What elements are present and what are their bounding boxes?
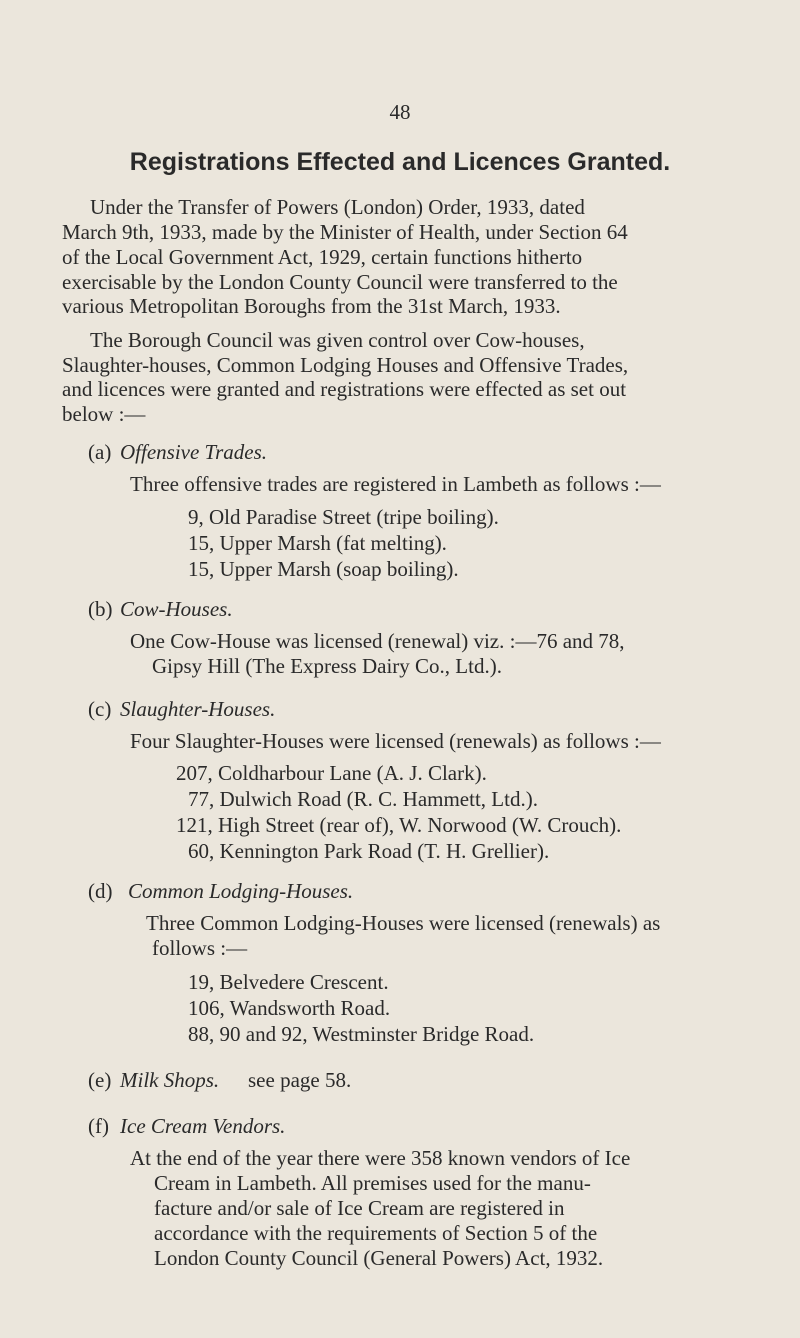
council-line: and licences were granted and registrations were effected as set out bbox=[62, 377, 627, 401]
section-line: facture and/or sale of Ice Cream are registered in bbox=[154, 1196, 565, 1220]
section-label: (a) bbox=[88, 440, 112, 464]
section-label: (e) bbox=[88, 1068, 112, 1092]
list-item: 60, Kennington Park Road (T. H. Grellier). bbox=[188, 839, 550, 863]
section-lead: Four Slaughter-Houses were licensed (renewals) as follows :— bbox=[130, 729, 661, 753]
intro-line: of the Local Government Act, 1929, certain functions hitherto bbox=[62, 245, 583, 269]
page-title: Registrations Effected and Licences Granted. bbox=[129, 148, 671, 176]
intro-line: exercisable by the London County Council were transferred to the bbox=[62, 270, 618, 294]
section-line: accordance with the requirements of Section 5 of the bbox=[154, 1221, 598, 1245]
council-line: below :— bbox=[62, 402, 146, 426]
intro-line: March 9th, 1933, made by the Minister of Health, under Section 64 bbox=[62, 220, 628, 244]
list-item: 15, Upper Marsh (soap boiling). bbox=[188, 557, 459, 581]
list-item: 19, Belvedere Crescent. bbox=[188, 970, 389, 994]
list-item: 88, 90 and 92, Westminster Bridge Road. bbox=[188, 1022, 535, 1046]
section-heading: Common Lodging-Houses. bbox=[128, 879, 354, 903]
list-item: 15, Upper Marsh (fat melting). bbox=[188, 531, 447, 555]
list-item: 77, Dulwich Road (R. C. Hammett, Ltd.). bbox=[188, 787, 538, 811]
section-lead: Three offensive trades are registered in Lambeth as follows :— bbox=[130, 472, 661, 496]
section-line: London County Council (General Powers) Act, 1932. bbox=[154, 1246, 604, 1270]
list-item: 106, Wandsworth Road. bbox=[188, 996, 391, 1020]
council-line: Slaughter-houses, Common Lodging Houses and Offensive Trades, bbox=[62, 353, 629, 377]
list-item: 207, Coldharbour Lane (A. J. Clark). bbox=[176, 761, 487, 785]
section-heading: Offensive Trades. bbox=[120, 440, 267, 464]
page-number: 48 bbox=[389, 100, 411, 124]
section-lead: follows :— bbox=[152, 936, 248, 960]
section-label: (f) bbox=[88, 1114, 109, 1138]
section-lead: Gipsy Hill (The Express Dairy Co., Ltd.). bbox=[152, 654, 502, 678]
section-label: (b) bbox=[88, 597, 113, 621]
section-lead: Three Common Lodging-Houses were licensed (renewals) as bbox=[146, 911, 661, 935]
section-lead: One Cow-House was licensed (renewal) viz. :—76 and 78, bbox=[130, 629, 625, 653]
section-heading: Slaughter-Houses. bbox=[120, 697, 276, 721]
section-heading: Cow-Houses. bbox=[120, 597, 233, 621]
intro-line: various Metropolitan Boroughs from the 31st March, 1933. bbox=[62, 294, 561, 318]
list-item: 121, High Street (rear of), W. Norwood (W. Crouch). bbox=[176, 813, 622, 837]
section-heading: Ice Cream Vendors. bbox=[120, 1114, 286, 1138]
section-label: (c) bbox=[88, 697, 112, 721]
section-note: see page 58. bbox=[248, 1068, 352, 1092]
council-line: The Borough Council was given control over Cow-houses, bbox=[90, 328, 585, 352]
section-line: Cream in Lambeth. All premises used for the manu- bbox=[154, 1171, 591, 1195]
intro-line: Under the Transfer of Powers (London) Order, 1933, dated bbox=[90, 195, 585, 219]
section-heading: Milk Shops. bbox=[120, 1068, 220, 1092]
section-label: (d) bbox=[88, 879, 113, 903]
section-line: At the end of the year there were 358 known vendors of Ice bbox=[130, 1146, 631, 1170]
list-item: 9, Old Paradise Street (tripe boiling). bbox=[188, 505, 499, 529]
